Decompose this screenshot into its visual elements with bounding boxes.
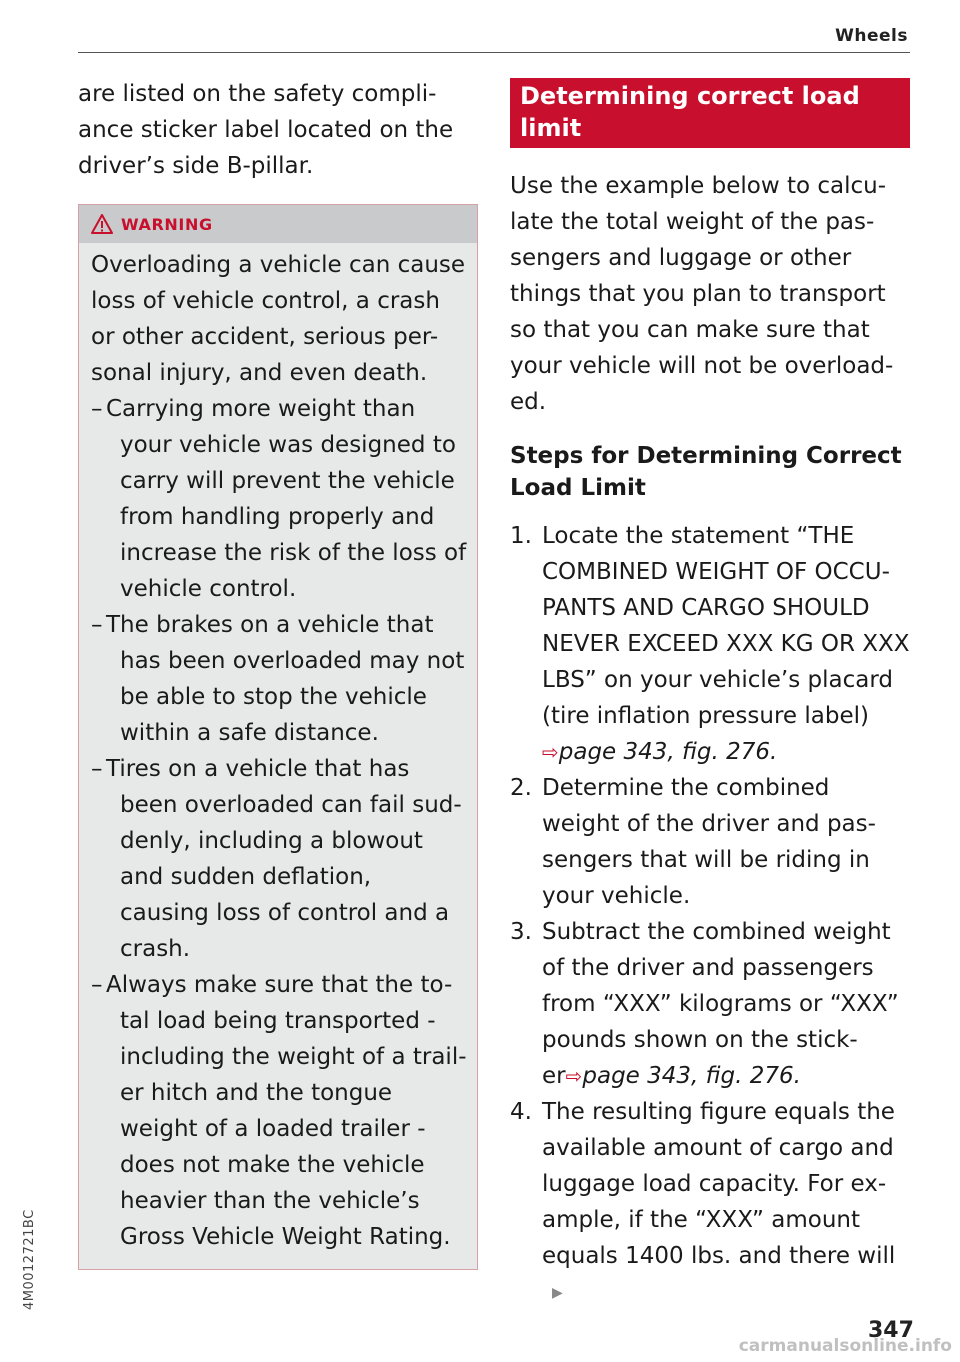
warning-item xyxy=(91,751,467,967)
step-number: 2. xyxy=(510,775,532,801)
step-body: Locate the statement “THE COMBINED WEIGHT OF OCCU- PANTS AND CARGO SHOULD NEVER EXCEED XXX KG OR XXX LBS” on your vehicle’s placard (tire inflation pressure label) xyxy=(542,523,910,729)
dash-bullet: – xyxy=(91,612,103,638)
warning-box xyxy=(78,204,478,1270)
left-column xyxy=(78,76,478,1270)
arrow-right-icon: ⇨ xyxy=(542,740,559,764)
watermark: carmanualsonline.info xyxy=(738,1336,952,1356)
step-text: Determine the combined weight of the driver and pas- sengers that will be riding in your vehicle. xyxy=(542,775,876,909)
continue-arrow-icon: ▶ xyxy=(552,1284,563,1301)
warning-title: WARNING xyxy=(121,214,213,234)
dash-bullet: – xyxy=(91,756,103,782)
warning-item-text: Always make sure that the to- tal load being transported - including the weight of a trail- er hitch and the tongue weight of a loaded trailer - does not make the vehicle heavier than the vehicle’s Gross Vehicle Weight Rating. xyxy=(106,972,467,1250)
arrow-right-icon: ⇨ xyxy=(565,1064,583,1088)
step-item xyxy=(510,914,910,1094)
warning-item xyxy=(91,967,467,1255)
warning-item xyxy=(91,391,467,607)
step-item xyxy=(510,770,910,914)
page-reference-link[interactable] xyxy=(542,739,777,765)
page-reference-text: page 343, fig. 276. xyxy=(558,739,778,765)
step-number: 1. xyxy=(510,523,532,549)
right-intro-text: Use the example below to calcu- late the total weight of the pas- sengers and luggage or other things that you plan to transport so that you can make sure that your vehicle will not be overload- ed. xyxy=(510,173,894,415)
page-reference-link[interactable] xyxy=(566,1063,801,1089)
step-number: 3. xyxy=(510,919,532,945)
step-body: The resulting figure equals the available amount of cargo and luggage load capacity. For ex- ample, if the “XXX” amount equals 1400 lbs. and there will xyxy=(542,1099,896,1269)
page-number: 347 xyxy=(868,1318,914,1343)
warning-item xyxy=(91,607,467,751)
step-body: Subtract the combined weight of the driver and passengers from “XXX” kilograms or “XXX” pounds shown on the stick- er xyxy=(542,919,899,1089)
warning-triangle-icon xyxy=(91,214,113,234)
step-item xyxy=(510,1094,910,1311)
document-code: 4M0012721BC xyxy=(22,1209,37,1310)
warning-body xyxy=(79,243,477,1255)
step-text xyxy=(542,914,910,1094)
step-text xyxy=(542,518,910,770)
right-column xyxy=(510,78,910,1311)
warning-item-text: The brakes on a vehicle that has been overloaded may not be able to stop the vehicle within a safe distance. xyxy=(106,612,465,746)
running-header-section: Wheels xyxy=(835,26,908,46)
warning-lead-text: Overloading a vehicle can cause loss of vehicle control, a crash or other accident, serious per- sonal injury, and even death. xyxy=(91,252,466,386)
dash-bullet: – xyxy=(91,396,103,422)
step-item xyxy=(510,518,910,770)
dash-bullet: – xyxy=(91,972,103,998)
header-rule xyxy=(78,52,910,53)
warning-header xyxy=(79,205,477,243)
section-heading: Determining correct load limit xyxy=(510,78,910,148)
step-number: 4. xyxy=(510,1099,532,1125)
steps-list xyxy=(510,518,910,1311)
page-reference-text: page 343, fig. 276. xyxy=(582,1063,801,1089)
steps-subheading: Steps for Determining Correct Load Limit xyxy=(510,443,902,501)
warning-item-text: Tires on a vehicle that has been overloaded can fail sud- denly, including a blowout and sudden deflation, causing loss of control and a crash. xyxy=(106,756,462,962)
warning-item-text: Carrying more weight than your vehicle was designed to carry will prevent the vehicle from handling properly and increase the risk of the loss of vehicle control. xyxy=(106,396,467,602)
left-intro-text: are listed on the safety compli- ance sticker label located on the driver’s side B-pillar. xyxy=(78,81,454,179)
step-text xyxy=(542,1094,910,1311)
